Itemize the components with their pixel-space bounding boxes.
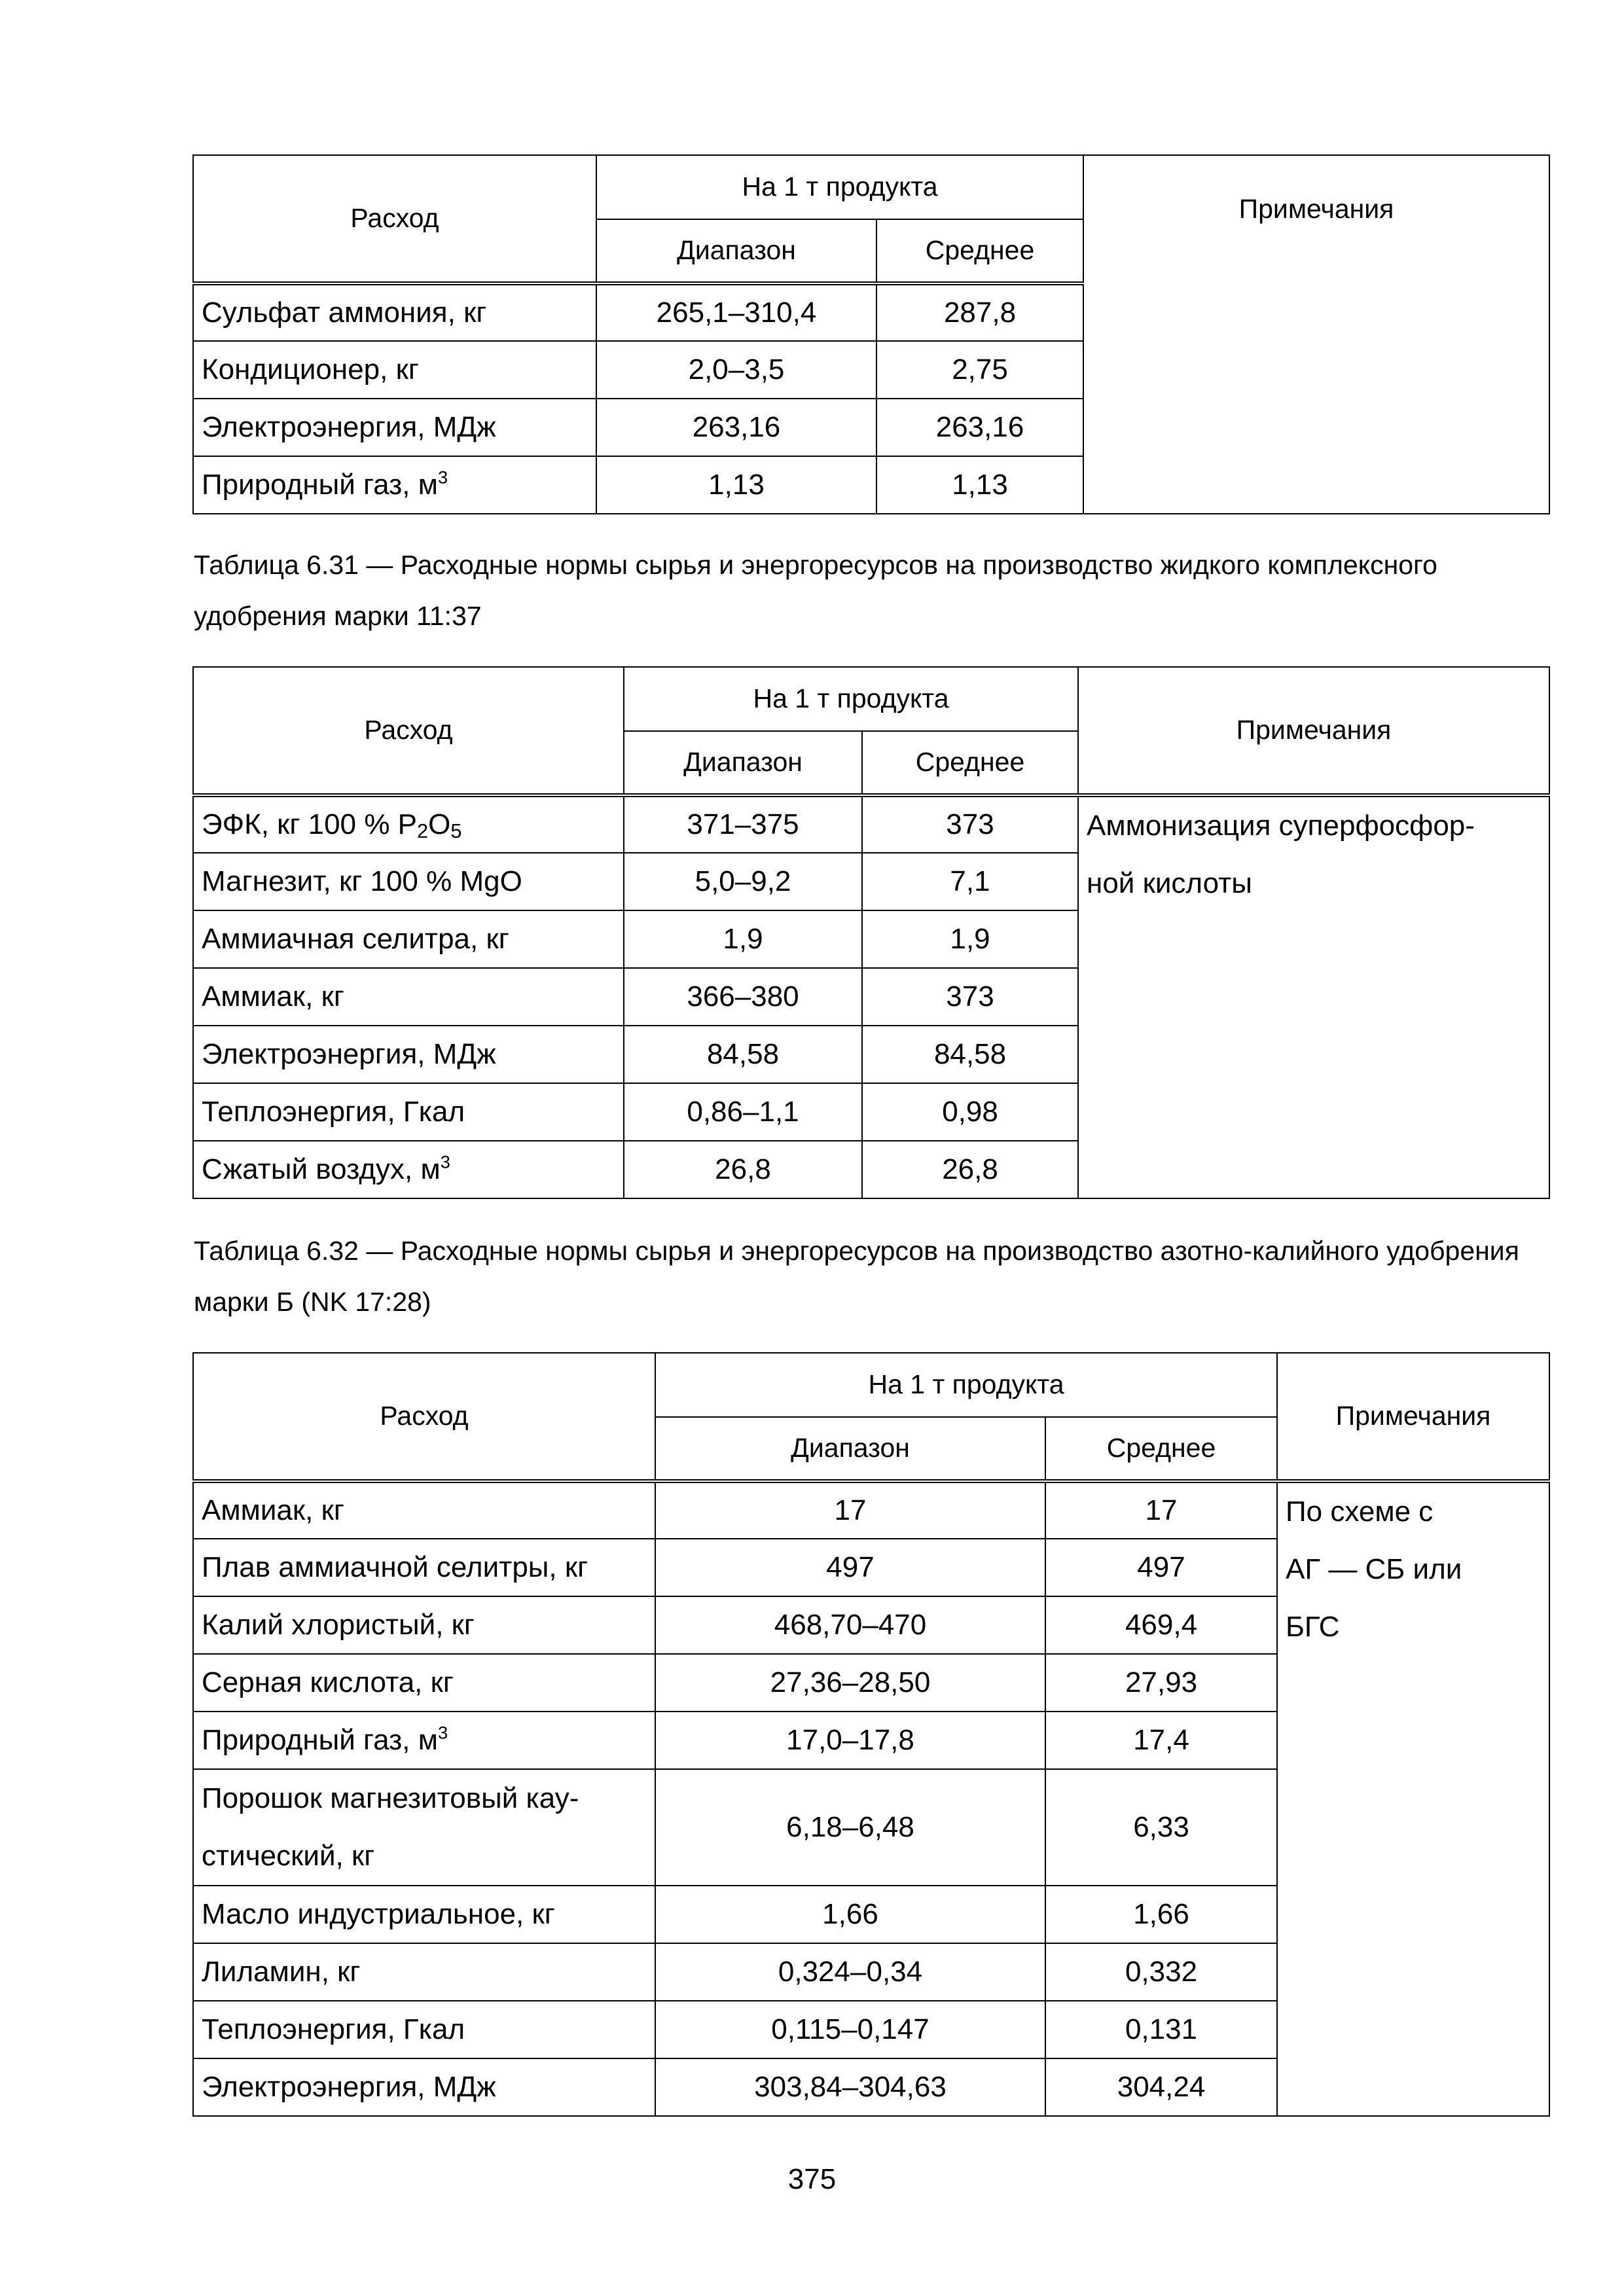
row-average: 0,131 xyxy=(1045,2001,1277,2058)
row-average: 263,16 xyxy=(876,399,1083,456)
row-range: 84,58 xyxy=(624,1026,862,1083)
row-range: 6,18–6,48 xyxy=(655,1769,1045,1886)
row-name xyxy=(193,1141,624,1198)
row-name-text: O xyxy=(428,808,451,840)
row-name xyxy=(193,795,624,853)
header-per-ton: На 1 т продукта xyxy=(596,155,1083,219)
row-average: 1,13 xyxy=(876,456,1083,514)
table-caption-6-31: Таблица 6.31 — Расходные нормы сырья и энергоресурсов на производство жидкого комплексного удобрения марки 11:37 xyxy=(194,550,1437,631)
row-range: 5,0–9,2 xyxy=(624,853,862,910)
row-notes xyxy=(1277,1481,1549,2116)
row-range: 17 xyxy=(655,1481,1045,1539)
row-average: 2,75 xyxy=(876,341,1083,399)
subscript: 5 xyxy=(450,819,462,842)
row-range: 0,324–0,34 xyxy=(655,1943,1045,2001)
row-range: 1,66 xyxy=(655,1886,1045,1943)
header-average: Среднее xyxy=(862,731,1078,795)
header-average: Среднее xyxy=(1045,1417,1277,1481)
row-average: 1,66 xyxy=(1045,1886,1277,1943)
row-average: 7,1 xyxy=(862,853,1078,910)
row-range: 17,0–17,8 xyxy=(655,1712,1045,1769)
row-average: 17,4 xyxy=(1045,1712,1277,1769)
row-average: 469,4 xyxy=(1045,1596,1277,1654)
row-name-text: Сжатый воздух, м xyxy=(202,1153,441,1185)
row-name: Теплоэнергия, Гкал xyxy=(193,1083,624,1141)
row-range: 0,86–1,1 xyxy=(624,1083,862,1141)
row-name-line: Порошок магнезитовый кау- xyxy=(202,1782,579,1814)
table-6-32 xyxy=(192,1352,1550,2117)
row-range: 497 xyxy=(655,1539,1045,1596)
row-range: 265,1–310,4 xyxy=(596,283,876,341)
row-average: 6,33 xyxy=(1045,1769,1277,1886)
row-name: Электроэнергия, МДж xyxy=(193,1026,624,1083)
row-name: Калий хлористый, кг xyxy=(193,1596,655,1654)
row-average: 373 xyxy=(862,795,1078,853)
row-notes xyxy=(1078,795,1549,1198)
row-name: Аммиак, кг xyxy=(193,1481,655,1539)
note-line: По схеме с xyxy=(1286,1496,1434,1528)
row-average: 304,24 xyxy=(1045,2058,1277,2116)
row-name xyxy=(193,1712,655,1769)
header-average: Среднее xyxy=(876,219,1083,283)
subscript: 2 xyxy=(417,819,429,842)
row-name: Теплоэнергия, Гкал xyxy=(193,2001,655,2058)
header-per-ton: На 1 т продукта xyxy=(655,1353,1277,1417)
row-average: 0,332 xyxy=(1045,1943,1277,2001)
superscript: 3 xyxy=(437,467,448,488)
row-average: 84,58 xyxy=(862,1026,1078,1083)
row-range: 371–375 xyxy=(624,795,862,853)
row-name xyxy=(193,456,596,514)
row-name: Электроэнергия, МДж xyxy=(193,2058,655,2116)
row-average: 0,98 xyxy=(862,1083,1078,1141)
row-name: Аммиачная селитра, кг xyxy=(193,910,624,968)
row-range: 0,115–0,147 xyxy=(655,2001,1045,2058)
superscript: 3 xyxy=(437,1722,448,1743)
row-average: 27,93 xyxy=(1045,1654,1277,1712)
note-line: Аммонизация суперфосфор- xyxy=(1087,810,1475,842)
page-number: 375 xyxy=(787,2163,837,2195)
table-row xyxy=(193,1481,1549,1539)
header-notes: Примечания xyxy=(1078,667,1549,795)
row-name: Аммиак, кг xyxy=(193,968,624,1026)
row-name-text: ЭФК, кг 100 % P xyxy=(202,808,418,840)
row-name-line: стический, кг xyxy=(202,1840,375,1872)
row-name: Масло индустриальное, кг xyxy=(193,1886,655,1943)
note-line: АГ — СБ или xyxy=(1286,1553,1462,1585)
note-line: ной кислоты xyxy=(1087,867,1252,899)
row-name: Сульфат аммония, кг xyxy=(193,283,596,341)
table-caption-6-32: Таблица 6.32 — Расходные нормы сырья и энергоресурсов на производство азотно-калийного удобрения марки Б (NK 17:28) xyxy=(194,1236,1519,1317)
header-range: Диапазон xyxy=(655,1417,1045,1481)
row-range: 1,13 xyxy=(596,456,876,514)
row-average: 497 xyxy=(1045,1539,1277,1596)
row-name: Серная кислота, кг xyxy=(193,1654,655,1712)
superscript: 3 xyxy=(440,1151,450,1172)
row-name xyxy=(193,1769,655,1886)
row-range: 366–380 xyxy=(624,968,862,1026)
row-range: 26,8 xyxy=(624,1141,862,1198)
row-range: 1,9 xyxy=(624,910,862,968)
header-expense: Расход xyxy=(193,667,624,795)
row-name: Кондиционер, кг xyxy=(193,341,596,399)
row-average: 373 xyxy=(862,968,1078,1026)
table-6-31 xyxy=(192,666,1550,1199)
row-name: Магнезит, кг 100 % MgO xyxy=(193,853,624,910)
header-expense: Расход xyxy=(193,1353,655,1481)
row-range: 263,16 xyxy=(596,399,876,456)
row-range: 303,84–304,63 xyxy=(655,2058,1045,2116)
row-average: 287,8 xyxy=(876,283,1083,341)
table-1 xyxy=(192,154,1550,514)
row-range: 468,70–470 xyxy=(655,1596,1045,1654)
header-notes: Примечания xyxy=(1277,1353,1549,1481)
row-average: 1,9 xyxy=(862,910,1078,968)
row-name: Электроэнергия, МДж xyxy=(193,399,596,456)
row-name-text: Природный газ, м xyxy=(202,1723,438,1756)
header-expense: Расход xyxy=(193,155,596,283)
row-range: 2,0–3,5 xyxy=(596,341,876,399)
header-per-ton: На 1 т продукта xyxy=(624,667,1078,731)
header-range: Диапазон xyxy=(596,219,876,283)
header-notes: Примечания xyxy=(1083,155,1549,514)
row-name: Плав аммиачной селитры, кг xyxy=(193,1539,655,1596)
row-average: 26,8 xyxy=(862,1141,1078,1198)
row-name: Лиламин, кг xyxy=(193,1943,655,2001)
table-row xyxy=(193,795,1549,853)
row-average: 17 xyxy=(1045,1481,1277,1539)
note-line: БГС xyxy=(1286,1611,1340,1643)
row-range: 27,36–28,50 xyxy=(655,1654,1045,1712)
header-range: Диапазон xyxy=(624,731,862,795)
row-name-text: Природный газ, м xyxy=(202,468,438,501)
